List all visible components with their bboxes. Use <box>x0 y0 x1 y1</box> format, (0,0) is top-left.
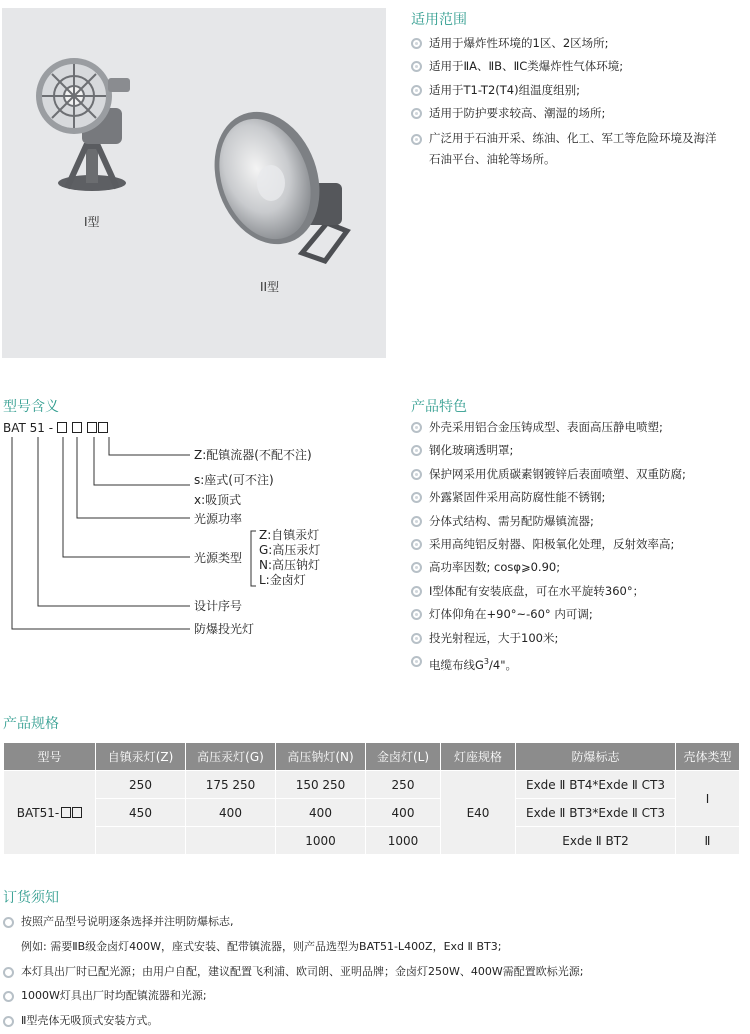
list-item: 投光射程远，大于100米; <box>411 627 746 650</box>
model-label-series: 设计序号 <box>194 599 243 613</box>
bullet-icon <box>411 586 422 597</box>
list-item: 保护网采用优质碳素钢镀锌后表面喷塑、双重防腐; <box>411 463 746 486</box>
bullet-icon <box>411 562 422 573</box>
col-header: 高压钠灯(N) <box>276 743 366 771</box>
shell-type-cell: Ⅱ <box>676 827 740 855</box>
order-list <box>3 910 748 1034</box>
bullet-icon <box>411 61 422 72</box>
model-label-z: Z:自镇汞灯 <box>259 528 320 542</box>
col-header: 金卤灯(L) <box>366 743 441 771</box>
bullet-icon <box>411 633 422 644</box>
list-item: 适用于T1-T2(T4)组温度组别; <box>411 79 746 102</box>
model-label-n: N:高压钠灯 <box>259 558 321 572</box>
model-label-product: 防爆投光灯 <box>194 622 255 636</box>
model-label-power: 光源功率 <box>194 512 243 526</box>
bullet-icon <box>411 609 422 620</box>
list-item: 灯体仰角在+90°~-60° 内可调; <box>411 603 746 626</box>
table-row: BAT51- 250 175 250 150 250 250 E40 Exde Ⅱ BT4*Exde Ⅱ CT3 Ⅰ <box>4 771 740 799</box>
list-item: 采用高纯铝反射器、阳极氧化处理，反射效率高; <box>411 533 746 556</box>
col-header: 型号 <box>4 743 96 771</box>
type2-lamp-image <box>207 103 367 278</box>
model-title: 型号含义 <box>3 399 59 415</box>
list-item: 按照产品型号说明逐条选择并注明防爆标志, <box>3 910 748 935</box>
bracket-icon <box>248 530 258 588</box>
list-item: 分体式结构、需另配防爆镇流器; <box>411 510 746 533</box>
col-header: 壳体类型 <box>676 743 740 771</box>
model-label-l: L:金卤灯 <box>259 573 306 587</box>
model-label-ballast: Z:配镇流器(不配不注) <box>194 448 312 462</box>
list-item: 高功率因数; cosφ⩾0.90; <box>411 556 746 579</box>
bullet-icon <box>411 422 422 433</box>
bullet-icon <box>411 85 422 96</box>
spec-table <box>3 742 740 855</box>
model-label-type: 光源类型 <box>194 551 243 565</box>
model-label-g: G:高压汞灯 <box>259 543 321 557</box>
model-tree-lines <box>0 435 200 635</box>
col-header: 自镇汞灯(Z) <box>96 743 186 771</box>
type1-label: I型 <box>84 215 100 229</box>
bullet-icon <box>411 445 422 456</box>
model-label-ceiling: x:吸顶式 <box>194 493 242 507</box>
bullet-icon <box>411 656 422 667</box>
table-row: 450 400 400 400 Exde Ⅱ BT3*Exde Ⅱ CT3 <box>4 799 740 827</box>
list-item: 本灯具出厂时已配光源；由用户自配，建议配置飞利浦、欧司朗、亚明品牌；金卤灯250W、400W需配置欧标光源; <box>3 960 748 985</box>
bullet-icon <box>411 38 422 49</box>
list-item: Ⅰ型体配有安装底盘，可在水平旋转360°； <box>411 580 746 603</box>
type2-label: II型 <box>260 280 280 294</box>
bullet-icon <box>3 917 14 928</box>
order-title: 订货须知 <box>3 890 59 906</box>
product-photo-panel <box>2 8 386 358</box>
model-code: BAT 51 - <box>3 421 108 435</box>
model-label-seat: s:座式(可不注) <box>194 473 274 487</box>
features-title: 产品特色 <box>411 399 467 415</box>
bullet-icon <box>3 1016 14 1027</box>
bullet-icon <box>411 108 422 119</box>
bullet-icon <box>411 492 422 503</box>
table-row: 1000 1000 Exde Ⅱ BT2 Ⅱ <box>4 827 740 855</box>
spec-title: 产品规格 <box>3 716 59 732</box>
list-item: 1000W灯具出厂时均配镇流器和光源; <box>3 984 748 1009</box>
socket-cell: E40 <box>441 771 516 855</box>
bullet-icon <box>411 469 422 480</box>
bullet-icon <box>3 991 14 1002</box>
bullet-icon <box>3 967 14 978</box>
col-header: 防爆标志 <box>516 743 676 771</box>
shell-type-cell: Ⅰ <box>676 771 740 827</box>
table-header-row <box>4 743 740 771</box>
list-item: 广泛用于石油开采、练油、化工、军工等危险环境及海洋 石油平台、油轮等场所。 <box>411 126 746 170</box>
list-item: 适用于ⅡA、ⅡB、ⅡC类爆炸性气体环境; <box>411 55 746 78</box>
list-item: 钢化玻璃透明罩; <box>411 439 746 462</box>
list-item: 电缆布线$G^3/4$"。 <box>411 650 746 677</box>
col-header: 高压汞灯(G) <box>186 743 276 771</box>
bullet-icon <box>411 516 422 527</box>
bullet-icon <box>411 134 422 145</box>
model-cell: BAT51- <box>4 771 96 855</box>
list-item: Ⅱ型壳体无吸顶式安装方式。 <box>3 1009 748 1034</box>
col-header: 灯座规格 <box>441 743 516 771</box>
features-list <box>411 416 746 677</box>
list-item: 例如: 需要ⅡB级金卤灯400W，座式安装、配带镇流器，则产品选型为BAT51-L400Z，Exd Ⅱ BT3; <box>21 939 502 953</box>
scope-list <box>411 32 746 170</box>
list-item: 适用于爆炸性环境的1区、2区场所; <box>411 32 746 55</box>
bullet-icon <box>411 539 422 550</box>
list-item: 外壳采用铝合金压铸成型、表面高压静电喷塑; <box>411 416 746 439</box>
scope-title: 适用范围 <box>411 12 467 28</box>
type1-lamp-image <box>22 38 152 198</box>
list-item: 适用于防护要求较高、潮湿的场所; <box>411 102 746 125</box>
list-item: 外露紧固件采用高防腐性能不锈钢; <box>411 486 746 509</box>
